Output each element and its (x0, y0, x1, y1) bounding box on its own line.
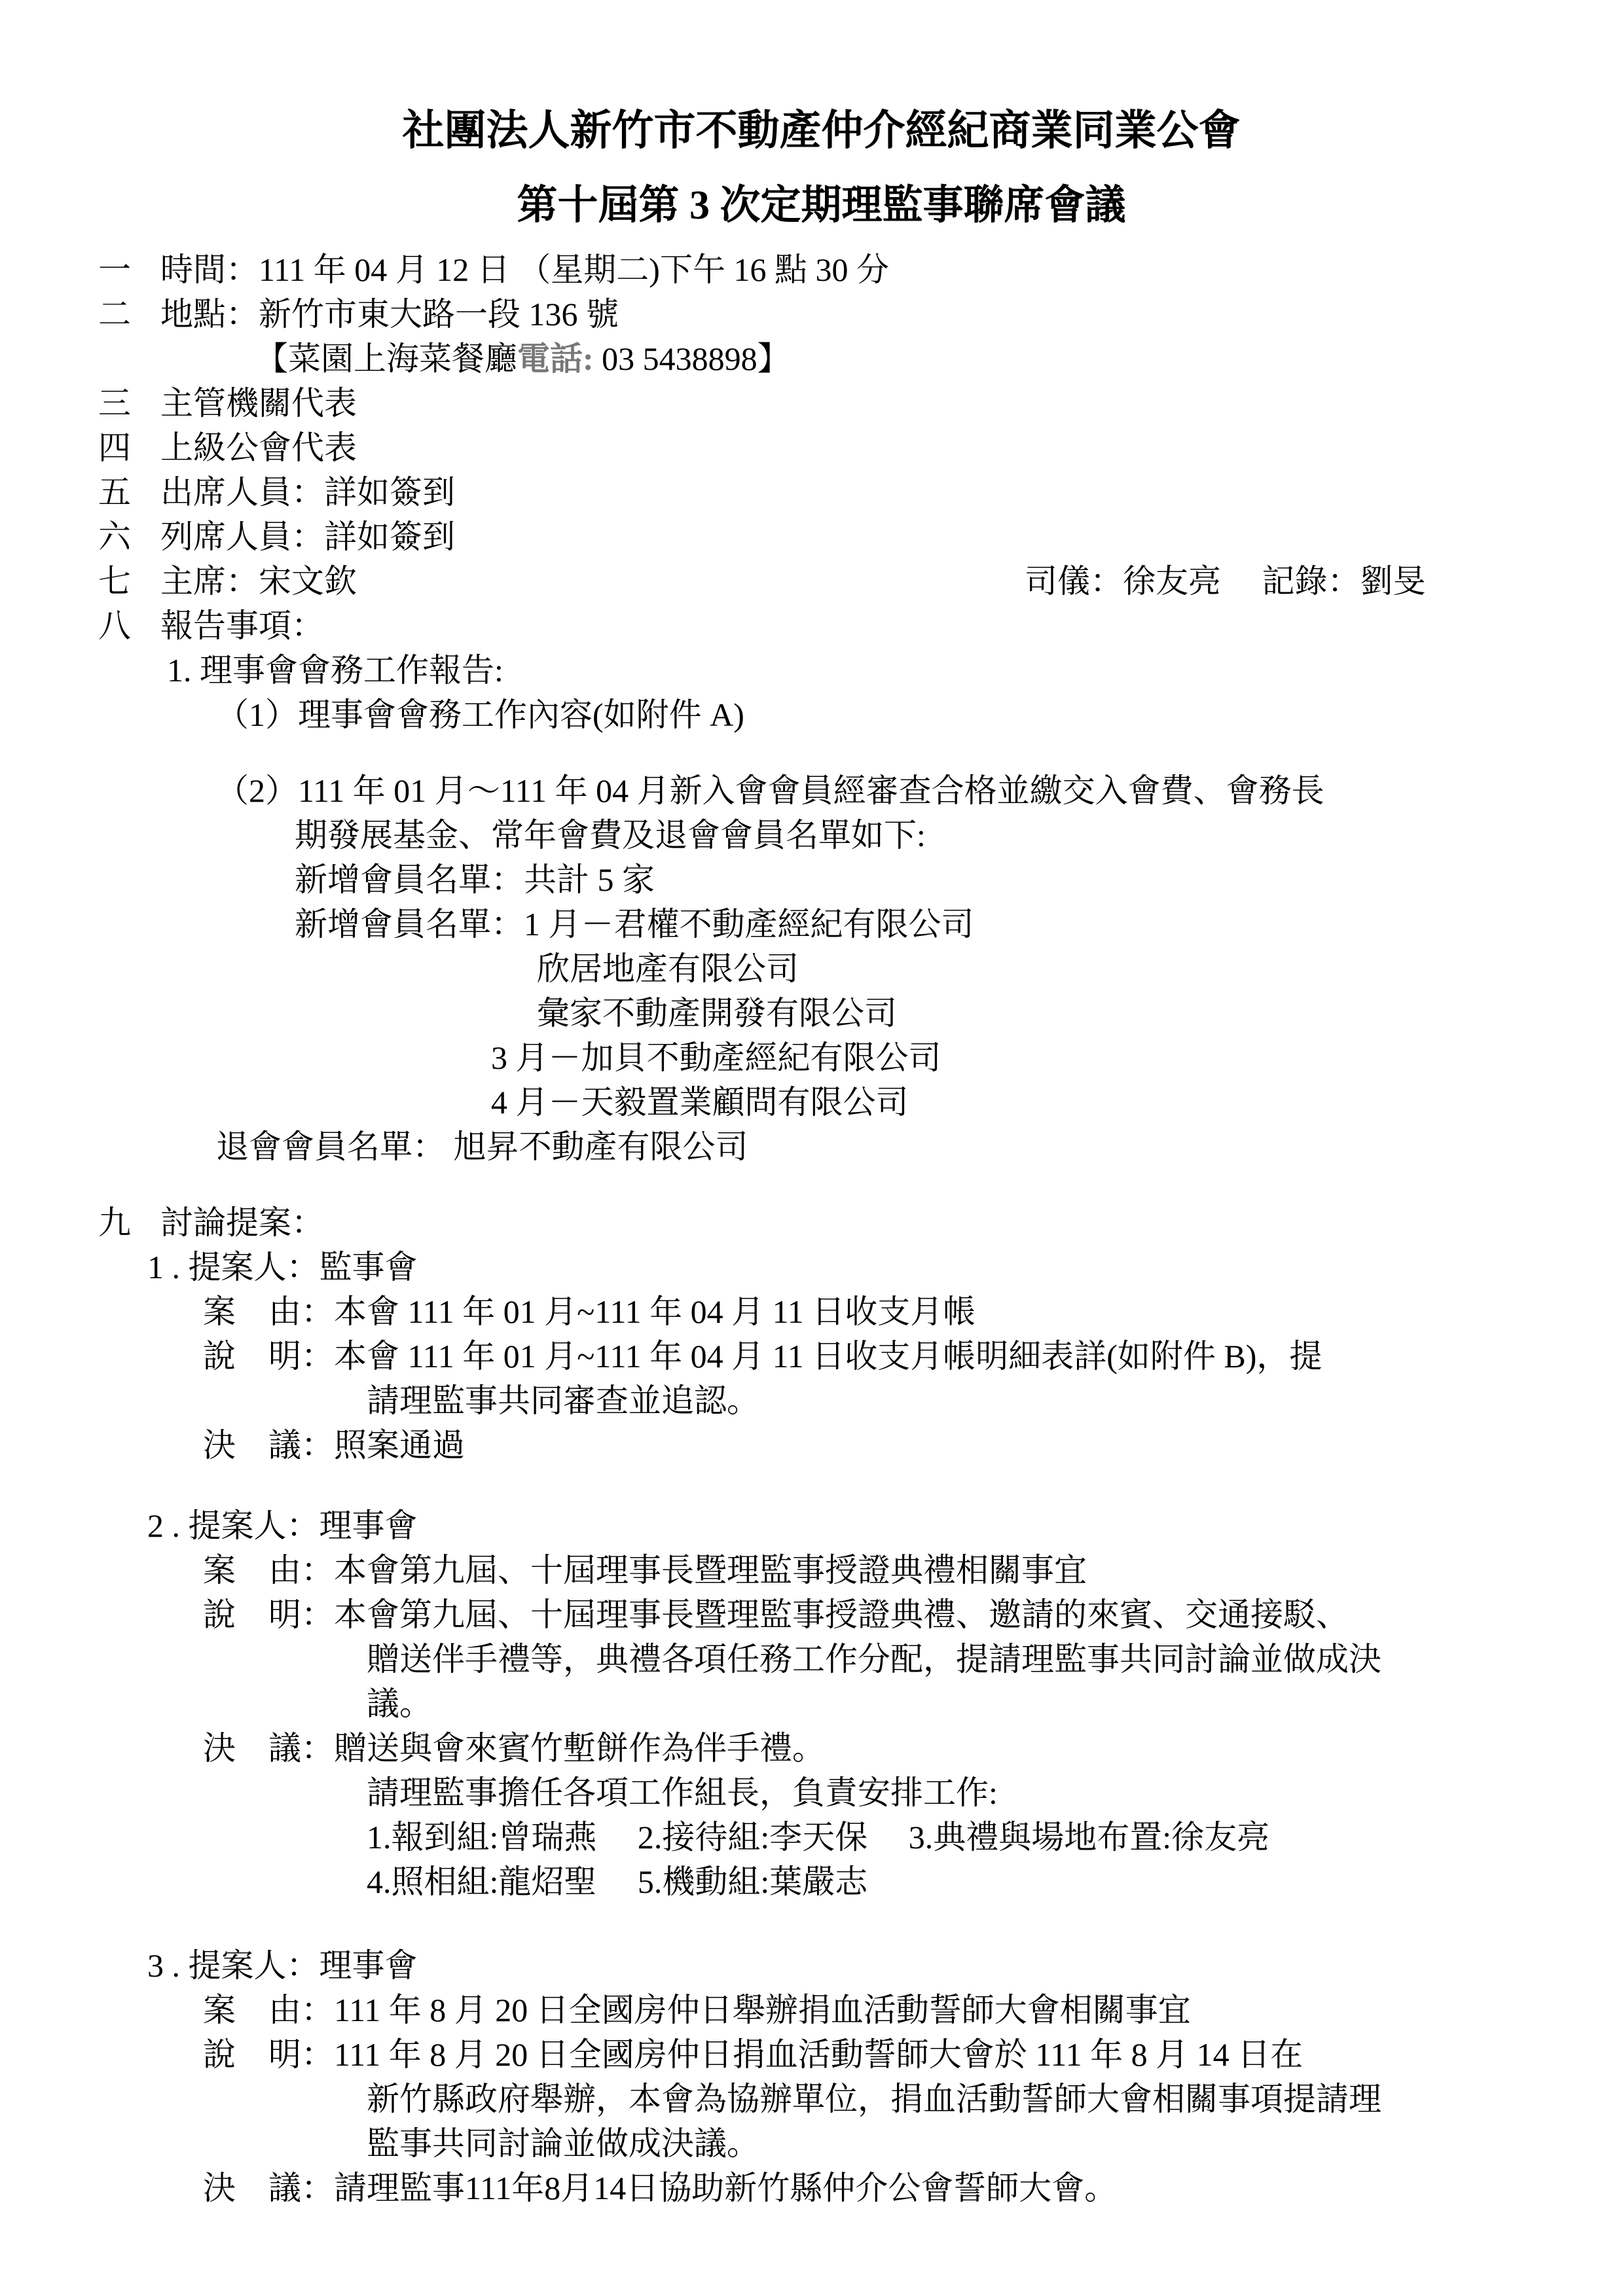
proposal-1-resolution: 決 議：照案通過 (203, 1427, 465, 1463)
meeting-location-text: 地點：新竹市東大路一段 136 號 (160, 296, 619, 332)
proposal-3-description-line-3: 監事共同討論並做成決議。 (367, 2125, 759, 2162)
list-marker: 六 (98, 518, 131, 555)
proposal-2-resolution-line-1: 決 議：贈送與會來賓竹塹餅作為伴手禮。 (203, 1730, 825, 1767)
document-body (98, 247, 1544, 2210)
list-marker: 四 (98, 429, 131, 466)
observers (98, 514, 1544, 559)
list-marker: 一 (98, 251, 131, 288)
report-items-heading (98, 603, 1544, 648)
association-title: 社團法人新竹市不動產仲介經紀商業同業公會 (402, 107, 1241, 154)
list-marker: 七 (98, 563, 131, 600)
proposal-1-description-line-1: 說 明：本會 111 年 01 月~111 年 04 月 11 日收支月帳明細表詳(如附件 B)，提 (203, 1338, 1322, 1374)
venue-phone-note (255, 336, 1544, 381)
new-members-count: 新增會員名單：共計 5 家 (295, 861, 655, 898)
new-members-april: 4 月－天毅置業顧問有限公司 (491, 1084, 909, 1121)
meeting-title: 第十屆第 3 次定期理監事聯席會議 (517, 183, 1126, 228)
list-marker: 二 (98, 296, 131, 332)
proposal-2-description-line-2: 贈送伴手禮等，典禮各項任務工作分配，提請理監事共同討論並做成決 (367, 1641, 1381, 1677)
proposal-2-description-line-3: 議。 (367, 1685, 432, 1722)
spacer (98, 1467, 1544, 1503)
proposal-1-subject: 案 由：本會 111 年 01 月~111 年 04 月 11 日收支月帳 (203, 1293, 976, 1330)
proposal-2-resolution-line-2: 請理監事擔任各項工作組長，負責安排工作: (367, 1774, 998, 1811)
phone-number-text: 03 5438898】 (593, 340, 790, 377)
withdrawn-members: 退會會員名單： 旭昇不動產有限公司 (216, 1128, 748, 1165)
venue-name-text: 【菜園上海菜餐廳 (255, 340, 517, 377)
proposal-3-subject: 案 由：111 年 8 月 20 日全國房仲日舉辦捐血活動誓師大會相關事宜 (203, 1992, 1191, 2028)
proposal-2-proposer: 2 . 提案人：理事會 (147, 1507, 418, 1544)
observers-text: 列席人員：詳如簽到 (160, 518, 455, 555)
phone-label: 電話: (517, 340, 594, 377)
proposal-2-subject: 案 由：本會第九屆、十屆理事長暨理監事授證典禮相關事宜 (203, 1552, 1087, 1588)
list-marker: 八 (98, 607, 131, 644)
proposal-2-work-groups-line-2: 4.照相組:龍炤聖 5.機動組:葉嚴志 (367, 1863, 868, 1900)
chairperson (98, 559, 1544, 603)
spacer (98, 737, 1544, 768)
emcee-and-recorder-text: 司儀：徐友亮 記錄：劉旻 (1025, 563, 1426, 600)
proposal-2-description-line-1: 說 明：本會第九屆、十屆理事長暨理監事授證典禮、邀請的來賓、交通接駁、 (203, 1596, 1349, 1633)
chairperson-text: 主席：宋文欽 (160, 563, 357, 600)
list-marker: 九 (98, 1204, 131, 1241)
meeting-time-text: 時間：111 年 04 月 12 日 （星期二)下午 16 點 30 分 (160, 251, 889, 288)
new-members-january: 新增會員名單：1 月－君權不動產經紀有限公司 (295, 906, 974, 942)
list-marker: 三 (98, 385, 131, 422)
attendees (98, 470, 1544, 514)
parent-association-representative-text: 上級公會代表 (160, 429, 357, 466)
report-item-1-2-line-1: （2）111 年 01 月～111 年 04 月新入會會員經審查合格並繳交入會費、會務長 (216, 772, 1324, 809)
report-item-1-2-line-2: 期發展基金、常年會費及退會會員名單如下: (295, 817, 926, 853)
new-members-march: 3 月－加貝不動產經紀有限公司 (491, 1039, 941, 1076)
attendees-text: 出席人員：詳如簽到 (160, 474, 455, 511)
spacer (98, 1169, 1544, 1200)
report-items-heading-text: 報告事項： (160, 607, 324, 644)
proposal-3-resolution: 決 議：請理監事111年8月14日協助新竹縣仲介公會誓師大會。 (203, 2170, 1118, 2206)
meeting-time (98, 247, 1544, 292)
list-marker: 五 (98, 474, 131, 511)
discussion-heading-text: 討論提案： (160, 1204, 324, 1241)
new-member-xinju: 欣居地產有限公司 (537, 950, 799, 987)
spacer (98, 1904, 1544, 1943)
report-item-1: 1. 理事會會務工作報告: (167, 652, 503, 689)
proposal-1-proposer: 1 . 提案人：監事會 (147, 1249, 418, 1285)
proposal-3-description-line-1: 說 明：111 年 8 月 20 日全國房仲日捐血活動誓師大會於 111 年 8 月 14 日在 (203, 2036, 1304, 2073)
report-item-1-1: （1）理事會會務工作內容(如附件 A) (216, 696, 744, 733)
parent-association-representative (98, 425, 1544, 470)
new-member-huijia: 彙家不動產開發有限公司 (537, 995, 897, 1031)
meeting-location (98, 292, 1544, 336)
proposal-3-proposer: 3 . 提案人：理事會 (147, 1947, 418, 1984)
proposal-3-description-line-2: 新竹縣政府舉辦，本會為協辦單位，捐血活動誓師大會相關事項提請理 (367, 2081, 1381, 2117)
proposal-2-work-groups-line-1: 1.報到組:曾瑞燕 2.接待組:李天保 3.典禮與場地布置:徐友亮 (367, 1819, 1270, 1856)
authority-representative-text: 主管機關代表 (160, 385, 357, 422)
proposal-1-description-line-2: 請理監事共同審查並追認。 (367, 1382, 759, 1419)
authority-representative (98, 381, 1544, 425)
discussion-heading (98, 1200, 1544, 1245)
